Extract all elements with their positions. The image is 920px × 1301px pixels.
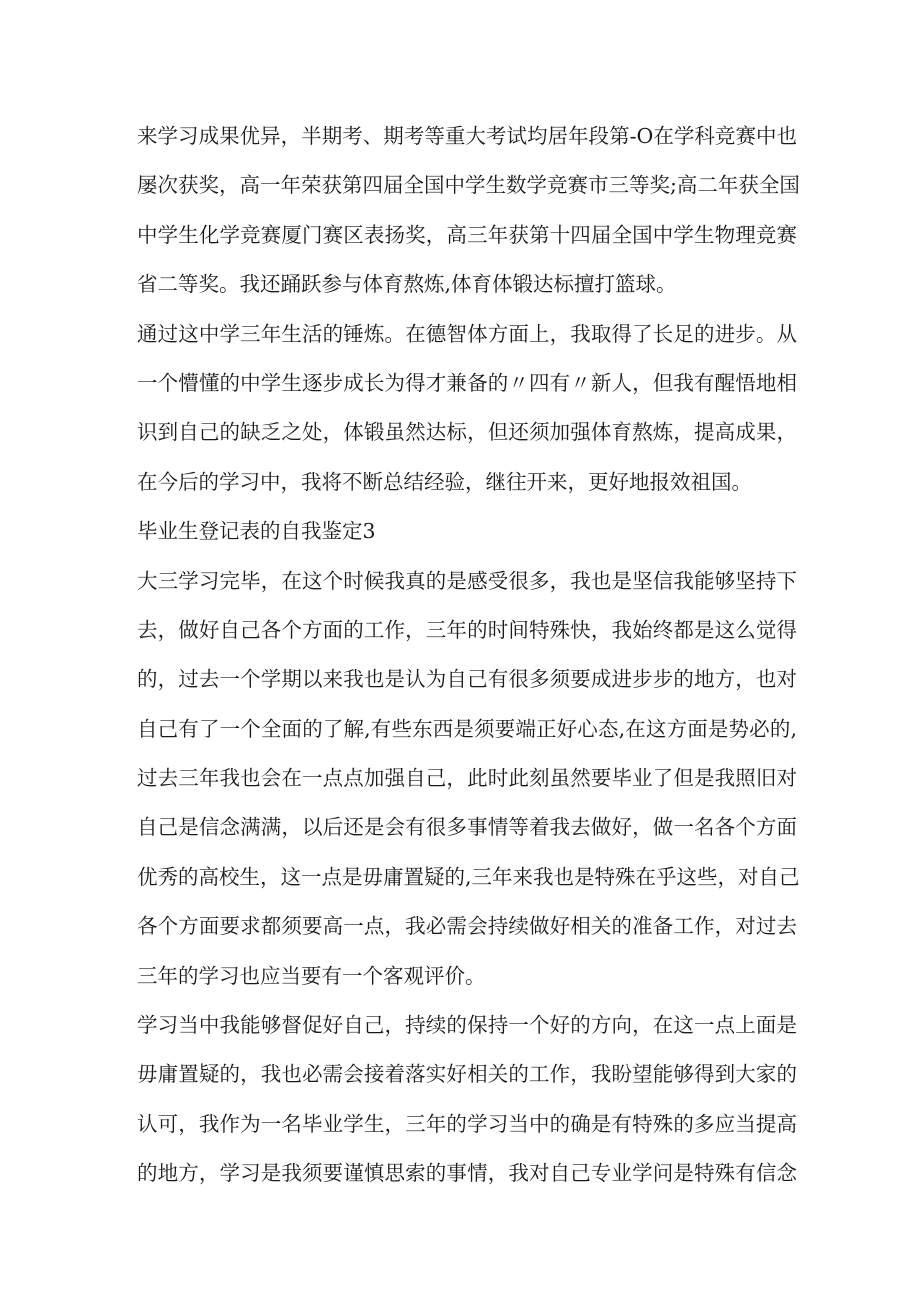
text-line: 的，过去一个学期以来我也是认为自己有很多须要成进步步的地方，也对 [137,667,797,692]
paragraph-4 [137,1001,797,1199]
text-line: 过去三年我也会在一点点加强自己，此时此刻虽然要毕业了但是我照旧对 [137,766,797,791]
paragraph-1 [137,112,800,310]
text-line: 识到自己的缺乏之处，体锻虽然达标，但还须加强体育熬炼，提高成果， [137,420,797,445]
text-line: 认可，我作为一名毕业学生，三年的学习当中的确是有特殊的多应当提高 [137,1111,797,1136]
text-line: 毋庸置疑的，我也必需会接着落实好相关的工作，我盼望能够得到大家的 [137,1062,797,1087]
text-line: 在今后的学习中，我将不断总结经验，继往开来，更好地报效祖国。 [137,469,752,494]
paragraph-2 [137,310,797,508]
text-line: 各个方面要求都须要高一点，我必需会持续做好相关的准备工作，对过去 [137,914,797,939]
text-line: 自己是信念满满，以后还是会有很多事情等着我去做好，做一名各个方面 [137,815,797,840]
section-title: 毕业生登记表的自我鉴定3 [137,519,376,544]
document-body [137,112,800,1199]
text-line: 中学生化学竞赛厦门赛区表扬奖，高三年获第十四届全国中学生物理竞赛 [137,222,797,247]
text-line: 省二等奖。我还踊跃参与体育熬炼,体育体锻达标擅打篮球。 [137,272,677,297]
text-line: 一个懵懂的中学生逐步成长为得才兼备的〃四有〃新人，但我有醒悟地相 [137,370,797,395]
text-line: 三年的学习也应当要有一个客观评价。 [137,963,486,988]
text-line: 优秀的高校生，这一点是毋庸置疑的,三年来我也是特殊在乎这些，对自己 [137,864,800,889]
text-line: 去，做好自己各个方面的工作，三年的时间特殊快，我始终都是这么觉得 [137,617,797,642]
text-line: 屡次获奖，高一年荣获第四届全国中学生数学竞赛市三等奖;高二年获全国 [137,173,800,198]
section-heading [137,507,797,556]
text-line: 学习当中我能够督促好自己，持续的保持一个好的方向，在这一点上面是 [137,1013,797,1038]
paragraph-3 [137,557,800,1002]
text-line: 通过这中学三年生活的锤炼。在德智体方面上，我取得了长足的进步。从 [137,321,797,346]
text-line: 自己有了一个全面的了解,有些东西是须要端正好心态,在这方面是势必的, [137,716,797,741]
text-line: 大三学习完毕，在这个时候我真的是感受很多，我也是坚信我能够坚持下 [137,568,797,593]
text-line: 的地方，学习是我须要谨慎思索的事情，我对自己专业学问是特殊有信念 [137,1161,797,1186]
text-line: 来学习成果优异，半期考、期考等重大考试均居年段第-O在学科竞赛中也 [137,124,797,148]
